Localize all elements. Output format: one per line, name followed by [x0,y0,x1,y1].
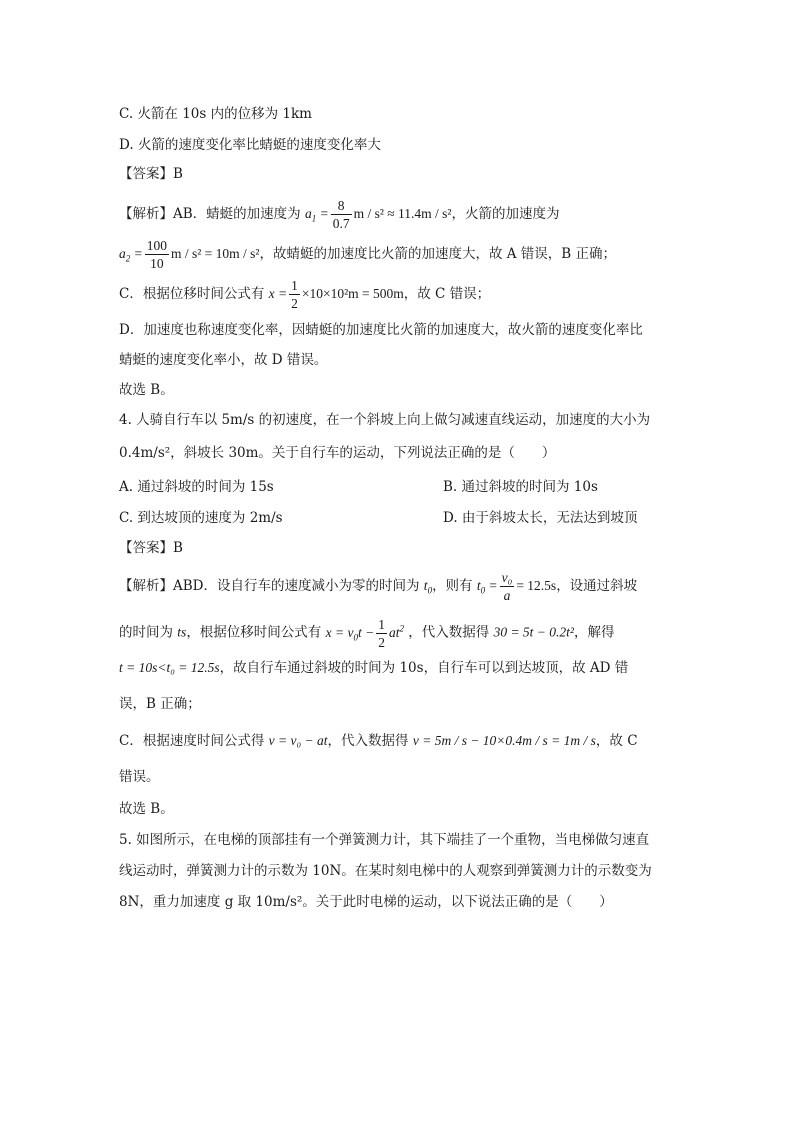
text-fragment: ，解得 [573,624,615,641]
fraction-numerator: 8 [331,197,352,215]
q5-stem-line-2: 线运动时，弹簧测力计的示数为 10N。在某时刻电梯中的人观察到弹簧测力计的示数变为 [119,863,652,879]
q3-analysis-line-1 [119,194,559,239]
answer-value: B [173,166,183,182]
math-expression: ×10×10²m = 500m [301,286,404,301]
q5-stem-line-1: 5. 如图所示，在电梯的顶部挂有一个弹簧测力计，其下端挂了一个重物，当电梯做匀速直 [119,832,650,848]
text-fragment: ，设通过斜坡 [556,578,638,594]
fraction [331,197,352,232]
math-expression: v = v₀ − at [268,733,328,748]
text-fragment: ，代入数据得 [327,733,409,749]
q5-stem-line-3: 8N，重力加速度 g 取 10m/s²。关于此时电梯的运动，以下说法正确的是（ ） [119,894,613,910]
text-fragment: ，代入数据得 [408,624,490,641]
text-fragment: ，则有 [432,578,473,594]
fraction-denominator: 2 [291,296,298,311]
math-expression: t = 10s<t₀ = 12.5s [119,660,220,675]
text-fragment: AB．蜻蜓的加速度为 [173,206,301,222]
fraction [376,616,387,651]
q4-stem-line-1: 4. 人骑自行车以 5m/s 的初速度，在一个斜坡上向上做匀减速直线运动，加速度的大小为 [119,412,651,428]
fraction [145,237,169,272]
text-fragment: C．根据位移时间公式有 [119,286,265,302]
math-t0-eq: $t_0$ = [476,578,498,596]
math-expression: = 12.5s [516,578,557,593]
analysis-label: 【解析】 [119,578,173,594]
fraction-numerator: 1 [291,278,298,293]
fraction-denominator: a [503,588,511,603]
q4-option-b: B. 通过斜坡的时间为 10s [443,479,598,495]
text-fragment: ，根据位移时间公式有 [186,624,322,641]
math-a1: $a_1$ = [304,206,329,224]
q4-conclusion: 故选 B。 [119,801,174,817]
q4-analysis-line-5 [119,731,638,751]
answer-label: 【答案】 [119,166,173,182]
q4-option-c: C. 到达坡顶的速度为 2m/s [119,510,283,526]
q4-option-d: D. 由于斜坡太长，无法达到坡顶 [443,510,638,526]
q3-analysis-line-5: 蜻蜓的速度变化率小，故 D 错误。 [119,352,328,368]
text-fragment: 的时间为 [119,624,173,641]
q3-conclusion: 故选 B。 [119,382,174,398]
fraction-denominator: 10 [150,256,164,271]
math-t0: $t_0$ [423,578,433,596]
q4-analysis-line-1 [119,566,637,611]
answer-value: B [173,540,183,556]
q4-stem-line-2: 0.4m/s²，斜坡长 30m。关于自行车的运动，下列说法正确的是（ ） [119,445,556,461]
text-fragment: ，故 C 错误； [403,286,491,302]
fraction-numerator: v₀ [501,570,513,585]
math-a2: $a_2$ = [119,246,143,264]
text-fragment: ，故自行车通过斜坡的时间为 10s，自行车可以到达坡顶，故 AD 错 [219,660,629,676]
fraction-numerator: 100 [146,238,167,253]
q4-option-row-1 [119,477,274,497]
text-fragment: C．根据速度时间公式得 [119,733,265,749]
text-fragment: ，故 C [595,733,638,749]
text-fragment: ABD．设自行车的速度减小为零的时间为 [173,578,420,594]
q3-analysis-line-3 [119,276,490,312]
q4-option-row-2 [119,508,283,528]
q4-analysis-line-3 [119,658,628,678]
q4-option-a: A. 通过斜坡的时间为 15s [119,479,274,495]
math-expression: 30 = 5t − 0.2t² [493,624,574,640]
math-ts: ts [177,624,187,640]
q3-answer [119,164,183,184]
fraction-numerator: 1 [378,616,385,632]
fraction [289,277,300,312]
q4-analysis-line-2 [119,608,614,657]
fraction [500,569,515,604]
q4-analysis-line-4: 误，B 正确； [119,696,201,712]
q3-analysis-line-4: D．加速度也称速度变化率，因蜻蜓的加速度比火箭的加速度大，故火箭的速度变化率比 [119,322,643,338]
math-expression: m / s² = 10m / s² [171,246,260,261]
q4-analysis-line-6: 错误。 [119,769,160,785]
math-x: x = [268,286,288,301]
q3-option-c: C. 火箭在 10s 内的位移为 1km [119,106,312,122]
q3-option-d: D. 火箭的速度变化率比蜻蜓的速度变化率大 [119,137,381,153]
text-fragment: ，火箭的加速度为 [451,206,560,222]
text-fragment: ，故蜻蜓的加速度比火箭的加速度大，故 A 错误，B 正确； [259,246,617,262]
fraction-denominator: 2 [378,634,385,650]
fraction-denominator: 0.7 [332,216,350,231]
math-x-eq: $x = v_0t$ − [325,624,375,643]
math-at2: $at^2$ [388,623,404,640]
answer-label: 【答案】 [119,540,173,556]
math-expression: m / s² ≈ 11.4m / s² [353,206,452,221]
q3-analysis-line-2 [119,234,616,279]
analysis-label: 【解析】 [119,206,173,222]
q4-answer [119,538,183,558]
math-expression: v = 5m / s − 10×0.4m / s = 1m / s [412,733,596,748]
